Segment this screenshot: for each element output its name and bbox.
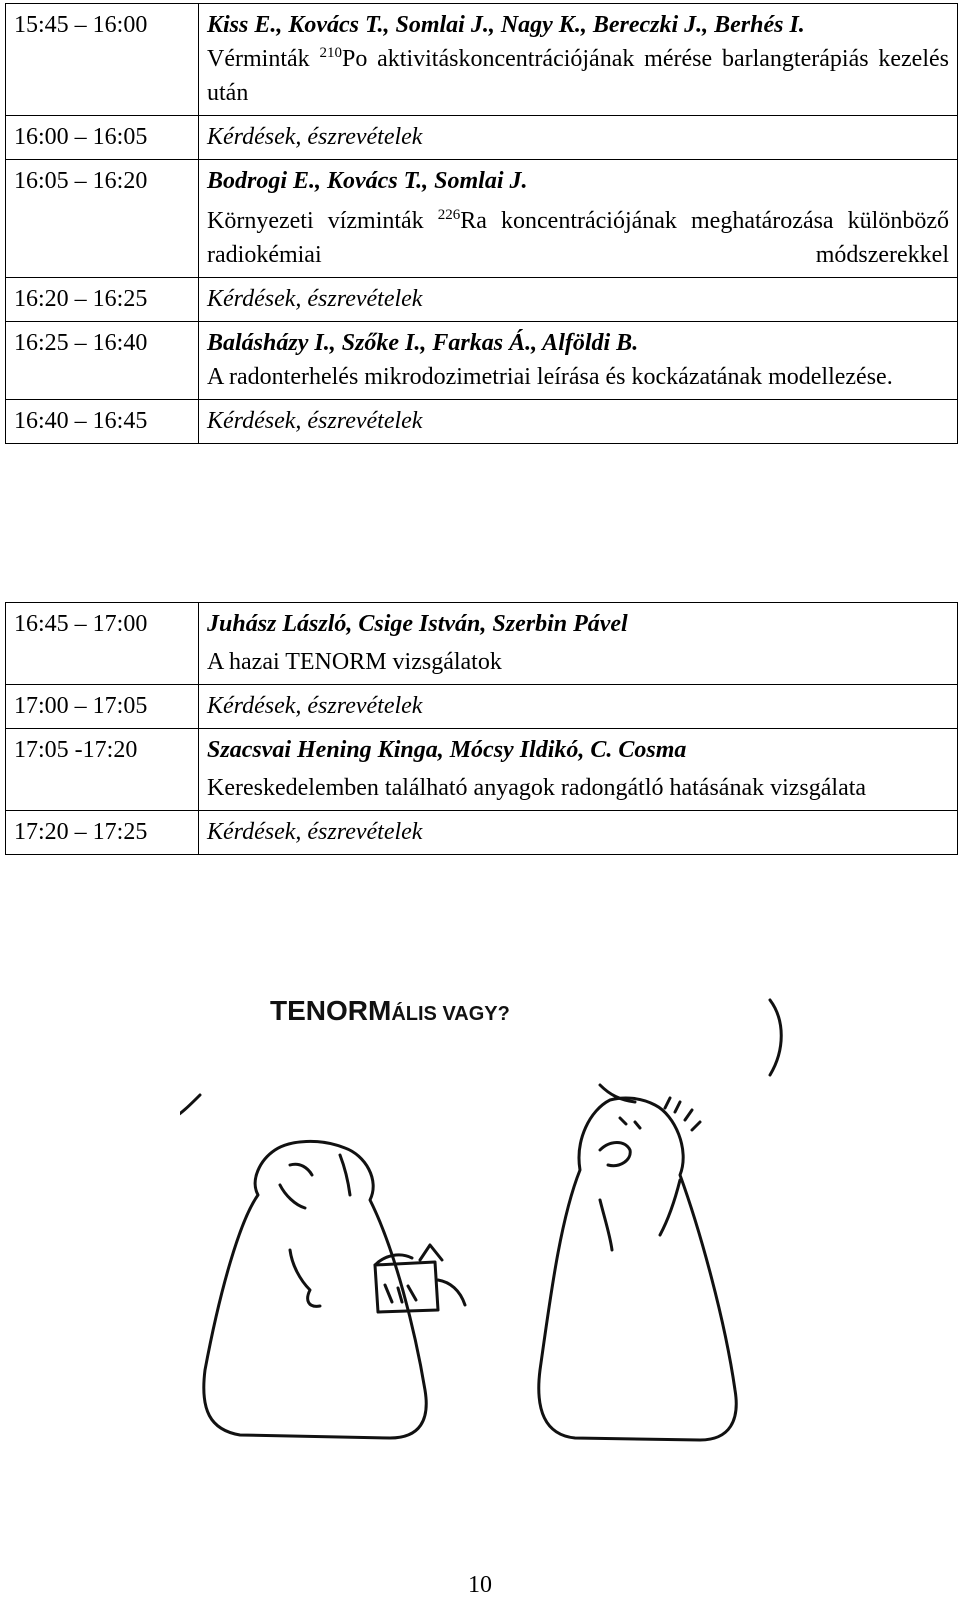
left-figure-arm xyxy=(438,1280,465,1305)
schedule-table-1 xyxy=(5,3,958,444)
left-figure-hand xyxy=(290,1250,320,1306)
talk-title: A hazai TENORM vizsgálatok xyxy=(207,649,502,675)
right-figure-hair xyxy=(665,1098,700,1130)
talk-cell xyxy=(199,729,958,811)
talk-title: Kereskedelemben található anyagok radongátló hatásának vizsgálata xyxy=(207,775,867,801)
bubble-right-arc xyxy=(770,1000,781,1075)
table-row xyxy=(6,400,958,444)
questions-cell: Kérdések, észrevételek xyxy=(199,685,958,729)
time-cell: 16:25 – 16:40 xyxy=(6,322,199,400)
questions-cell: Kérdések, észrevételek xyxy=(199,116,958,160)
table-row xyxy=(6,729,958,811)
left-figure-mouth xyxy=(280,1185,305,1208)
authors: Bodrogi E., Kovács T., Somlai J. xyxy=(207,168,528,194)
talk-cell xyxy=(199,603,958,685)
time-cell: 16:00 – 16:05 xyxy=(6,116,199,160)
bubble-text: TENORMÁLIS VAGY? xyxy=(270,995,510,1026)
right-figure-body xyxy=(539,1098,736,1440)
schedule-table-2 xyxy=(5,602,958,855)
time-cell: 16:05 – 16:20 xyxy=(6,160,199,278)
talk-cell xyxy=(199,322,958,400)
talk-title: Környezeti vízminták $^{226}$Ra koncentrációjának meghatározása különböző radiokémiai módszerekkel xyxy=(207,207,949,268)
authors: Szacsvai Hening Kinga, Mócsy Ildikó, C. Cosma xyxy=(207,737,687,763)
time-cell: 16:20 – 16:25 xyxy=(6,278,199,322)
time-cell: 17:05 -17:20 xyxy=(6,729,199,811)
table-row xyxy=(6,278,958,322)
talk-cell xyxy=(199,4,958,116)
authors: Balásházy I., Szőke I., Farkas Á., Alföldi B. xyxy=(207,330,639,356)
time-cell: 17:00 – 17:05 xyxy=(6,685,199,729)
talk-title: A radonterhelés mikrodozimetriai leírása és kockázatának modellezése. xyxy=(207,364,893,390)
left-figure-hood-line xyxy=(340,1155,350,1195)
left-figure-eye xyxy=(290,1164,312,1175)
left-figure-body xyxy=(204,1141,426,1438)
table-row xyxy=(6,4,958,116)
table-row xyxy=(6,603,958,685)
authors: Juhász László, Csige István, Szerbin Pável xyxy=(207,611,628,637)
time-cell: 15:45 – 16:00 xyxy=(6,4,199,116)
questions-cell: Kérdések, észrevételek xyxy=(199,811,958,855)
bubble-tail-left xyxy=(180,1095,200,1120)
box-markings xyxy=(385,1285,416,1302)
table-row xyxy=(6,160,958,278)
right-figure-hood-line xyxy=(660,1180,680,1235)
talk-title: Vérminták $^{210}$Po aktivitáskoncentrációjának mérése barlangterápiás kezelés után xyxy=(207,45,949,106)
table-row xyxy=(6,116,958,160)
right-figure-mouth xyxy=(600,1143,630,1166)
tenorm-cartoon-illustration xyxy=(180,990,800,1480)
right-figure-arm xyxy=(600,1200,612,1250)
time-cell: 17:20 – 17:25 xyxy=(6,811,199,855)
questions-cell: Kérdések, észrevételek xyxy=(199,278,958,322)
box-flap xyxy=(420,1245,442,1260)
authors: Kiss E., Kovács T., Somlai J., Nagy K., Bereczki J., Berhés I. xyxy=(207,12,805,38)
table-row xyxy=(6,322,958,400)
time-cell: 16:40 – 16:45 xyxy=(6,400,199,444)
page-number: 10 xyxy=(468,1572,492,1598)
time-cell: 16:45 – 17:00 xyxy=(6,603,199,685)
right-figure-eyes xyxy=(620,1118,640,1128)
table-row xyxy=(6,811,958,855)
table-row xyxy=(6,685,958,729)
talk-cell xyxy=(199,160,958,278)
questions-cell: Kérdések, észrevételek xyxy=(199,400,958,444)
